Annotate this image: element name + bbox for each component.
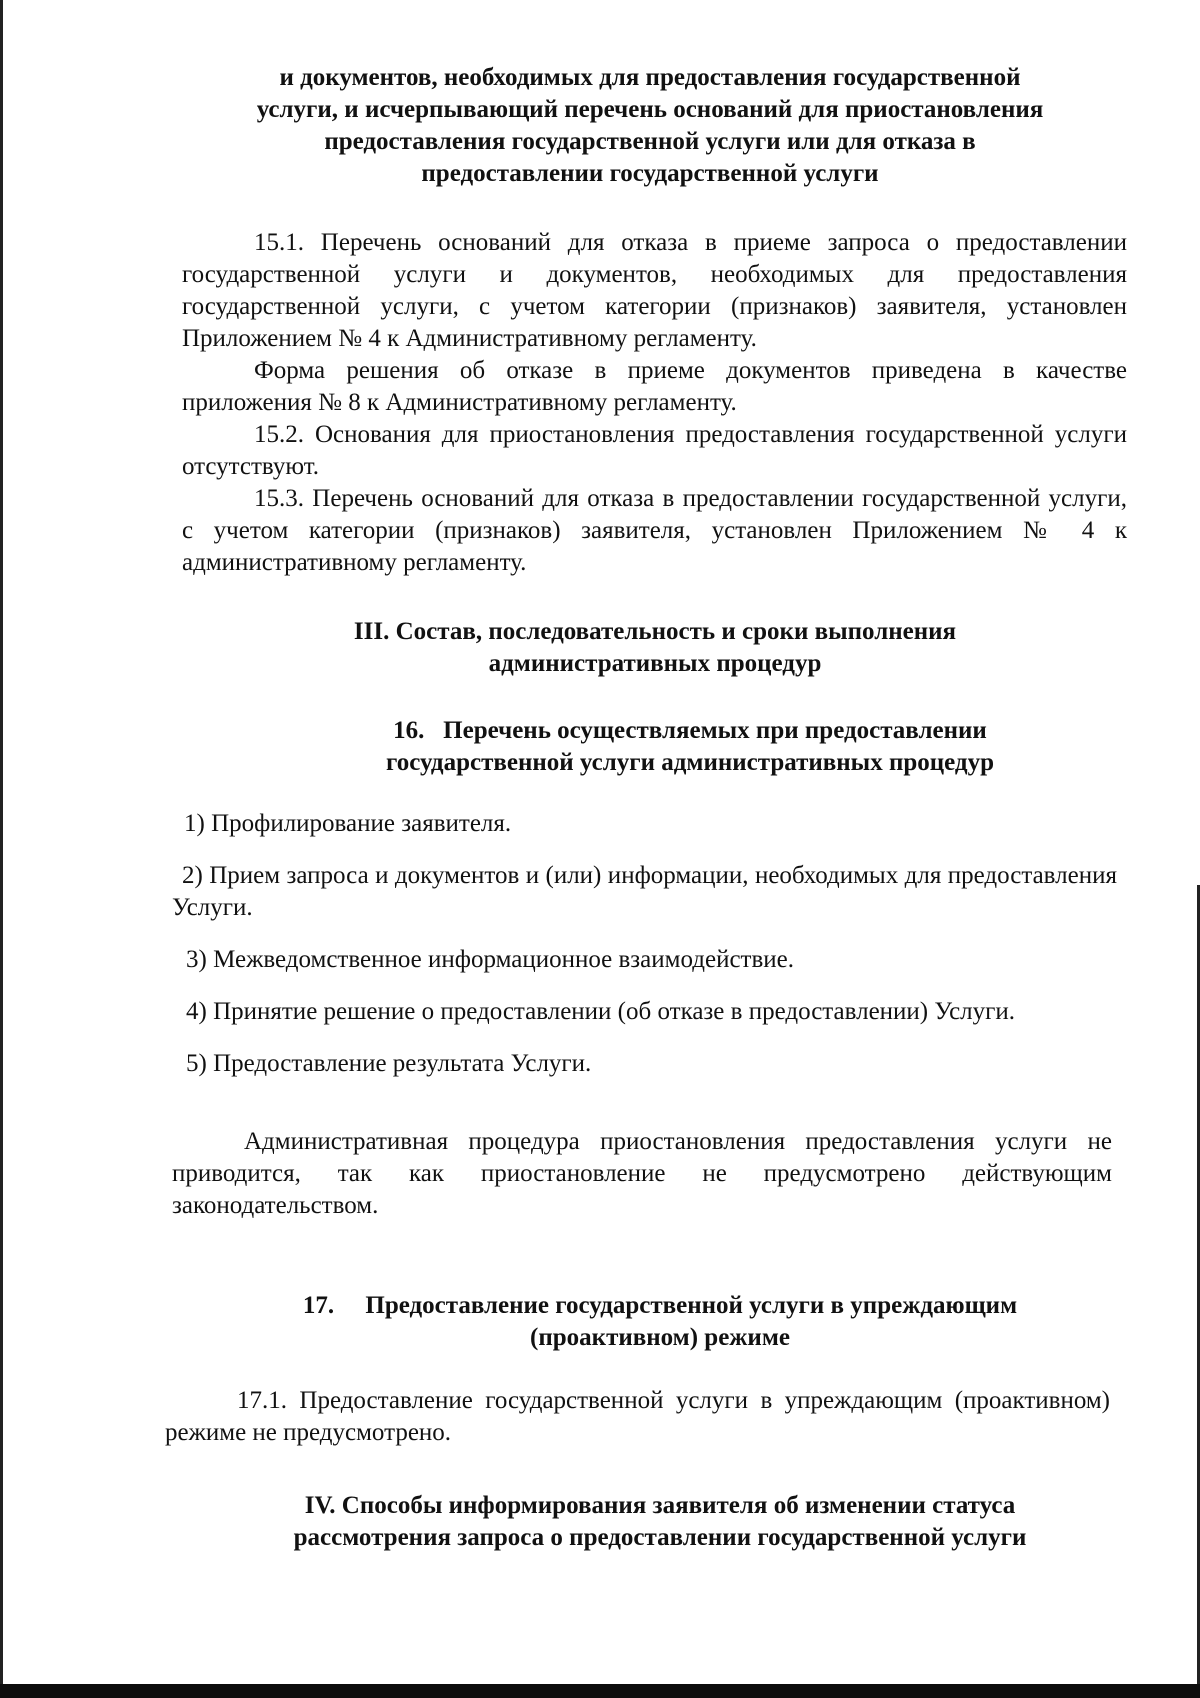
list-item: 1) Профилирование заявителя. [184, 810, 512, 837]
paragraph-15-2: 15.2. Основания для приостановления предоставления государственной услуги отсутствуют. [182, 421, 1127, 480]
section-4-heading-line: рассмотрения запроса о предоставлении государственной услуги [293, 1524, 1027, 1551]
section-3-heading-line: административных процедур [488, 650, 822, 677]
paragraph-17-1: 17.1. Предоставление государственной услуги в упреждающим (проактивном) режиме не предусмотрено. [165, 1387, 1110, 1446]
section-4-heading-line: IV. Способы информирования заявителя об изменении статуса [304, 1492, 1016, 1519]
top-heading-line: услуги, и исчерпывающий перечень оснований для приостановления [256, 96, 1044, 123]
scan-left-edge [0, 0, 3, 1698]
section-3-heading [260, 616, 1050, 680]
section-17-heading [230, 1290, 1090, 1354]
section-3-heading-line: III. Состав, последовательность и сроки выполнения [353, 618, 957, 645]
section-4-heading [200, 1490, 1120, 1554]
section-16-heading-line: 16. Перечень осуществляемых при предоставлении [393, 717, 987, 744]
top-heading-line: предоставлении государственной услуги [421, 160, 879, 187]
section-16-list [172, 808, 1117, 1080]
section-17-1 [165, 1385, 1110, 1449]
section-17-heading-line: (проактивном) режиме [530, 1324, 790, 1351]
list-item: 2) Прием запроса и документов и (или) информации, необходимых для предоставления Услуги. [172, 862, 1117, 921]
section-16-note [172, 1126, 1112, 1222]
list-item: 4) Принятие решение о предоставлении (об отказе в предоставлении) Услуги. [186, 998, 1016, 1025]
list-item: 3) Межведомственное информационное взаимодействие. [186, 946, 795, 973]
paragraph-15-3: 15.3. Перечень оснований для отказа в предоставлении государственной услуги, с учетом категории (признаков) заявителя, установлен Приложением № 4 к административному регламенту. [182, 485, 1127, 576]
section-17-heading-line: 17. Предоставление государственной услуги в упреждающим [302, 1292, 1018, 1319]
section-16-heading [300, 715, 1080, 779]
scan-bottom-edge [0, 1684, 1200, 1698]
list-item: 5) Предоставление результата Услуги. [186, 1050, 592, 1077]
section-15 [182, 227, 1127, 579]
top-heading-line: и документов, необходимых для предоставления государственной [279, 64, 1021, 91]
top-heading [180, 62, 1120, 190]
section-16-heading-line: государственной услуги административных процедур [386, 749, 994, 776]
paragraph-form: Форма решения об отказе в приеме документов приведена в качестве приложения № 8 к Административному регламенту. [182, 357, 1127, 416]
top-heading-line: предоставления государственной услуги или для отказа в [324, 128, 976, 155]
paragraph-15-1: 15.1. Перечень оснований для отказа в приеме запроса о предоставлении государственной услуги и документов, необходимых для предоставления государственной услуги, с учетом категории (признаков) заявителя, установлен Приложением № 4 к Административному регламенту. [182, 229, 1127, 352]
paragraph-note: Административная процедура приостановления предоставления услуги не приводится, так как приостановление не предусмотрено действующим законодательством. [172, 1128, 1112, 1219]
